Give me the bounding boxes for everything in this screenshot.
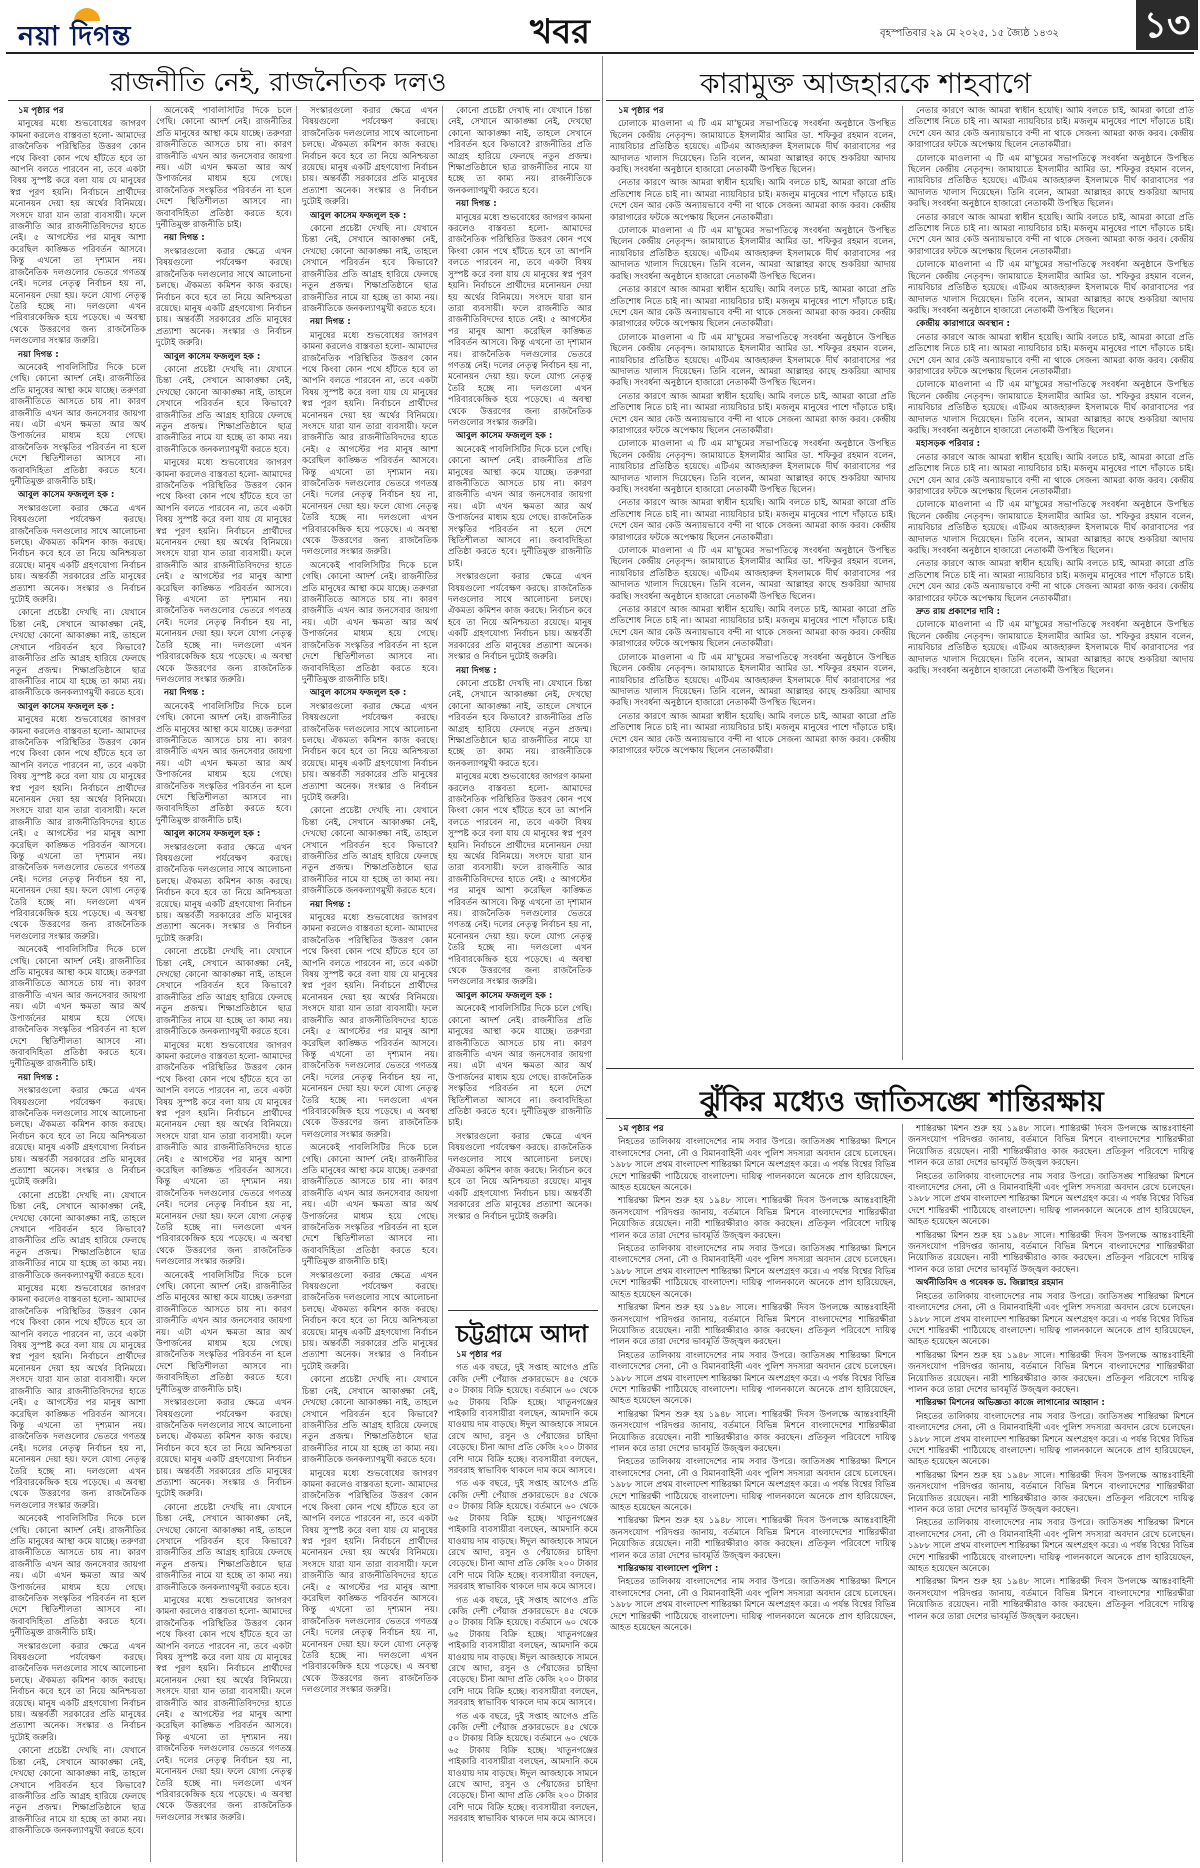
body-text: অনেকেই পাবলিসিটির দিকে চলে গেছি। কোনো আদর্শ নেই। রাজনীতির প্রতি মানুষের আস্থা কমে যাচ্ছে। তরুণরা রাজনীতিতে আসতে চায় না। কারণ রাজনীতি এখন আর জনসেবার জায়গা নয়। এটা এখন ক্ষমতা আর অর্থ উপার্জনের মাধ্যম হয়ে গেছে। রাজনৈতিক সংস্কৃতির পরিবর্তন না হলে দেশে স্থিতিশীলতা আসবে না। জবাবদিহিতা প্রতিষ্ঠা করতে হবে। দুর্নীতিমুক্ত রাজনীতি চাই। <box>156 106 292 231</box>
body-text: ঢোলাকে মাওলানা এ টি এম মা'ছুমের সভাপতিত্বে সংবর্ধনা অনুষ্ঠানে উপস্থিত ছিলেন কেন্দ্রীয় নেতৃবৃন্দ। জামায়াতে ইসলামীর আমির ডা. শফিকুর রহমান বলেন, ন্যায়বিচার প্রতিষ্ঠিত হয়েছে। এটিএম আজহারুল ইসলামকে দীর্ঘ কারাবাসের পর আদালত খালাস দিয়েছেন। তিনি বলেন, আমরা আল্লাহর কাছে শুকরিয়া আদায় করছি। সংবর্ধনা অনুষ্ঠানে হাজারো নেতাকর্মী উপস্থিত ছিলেন। <box>908 380 1194 436</box>
continued-label: ১ম পৃষ্ঠার পর <box>618 1124 664 1134</box>
body-text: অনেকেই পাবলিসিটির দিকে চলে গেছি। কোনো আদর্শ নেই। রাজনীতির প্রতি মানুষের আস্থা কমে যাচ্ছে। তরুণরা রাজনীতিতে আসতে চায় না। কারণ রাজনীতি এখন আর জনসেবার জায়গা নয়। এটা এখন ক্ষমতা আর অর্থ উপার্জনের মাধ্যম হয়ে গেছে। রাজনৈতিক সংস্কৃতির পরিবর্তন না হলে দেশে স্থিতিশীলতা আসবে না। জবাবদিহিতা প্রতিষ্ঠা করতে হবে। দুর্নীতিমুক্ত রাজনীতি চাই। <box>10 1514 146 1639</box>
body-text: নিহতের তালিকায় বাংলাদেশের নাম সবার উপরে। জাতিসঙ্ঘ শান্তিরক্ষা মিশনে বাংলাদেশের সেনা, নৌ ও বিমানবাহিনী এবং পুলিশ সদস্যরা অবদান রেখে চলেছেন। ১৯৮৮ সালে প্রথম বাংলাদেশ শান্তিরক্ষা মিশনে অংশগ্রহণ করে। এ পর্যন্ত বিশ্বের বিভিন্ন দেশে শান্তিরক্ষী পাঠিয়েছে বাংলাদেশ। দায়িত্ব পালনকালে অনেকে প্রাণ হারিয়েছেন, আহত হয়েছেন অনেকে। <box>908 1518 1194 1575</box>
body-text: সংস্কারগুলো করার ক্ষেত্রে এখন বিষয়গুলো পর্যবেক্ষণ করছে। রাজনৈতিক দলগুলোর সাথে আলোচনা চলছে। ঐকমত্য কমিশন কাজ করছে। নির্বাচন কবে হবে তা নিয়ে অনিশ্চয়তা রয়েছে। মানুষ একটি গ্রহণযোগ্য নির্বাচন চায়। অন্তর্বর্তী সরকারের প্রতি মানুষের প্রত্যাশা অনেক। সংস্কার ও নির্বাচন দুটোই জরুরি। <box>156 1398 292 1500</box>
body-text: সংস্কারগুলো করার ক্ষেত্রে এখন বিষয়গুলো পর্যবেক্ষণ করছে। রাজনৈতিক দলগুলোর সাথে আলোচনা চলছে। ঐকমত্য কমিশন কাজ করছে। নির্বাচন কবে হবে তা নিয়ে অনিশ্চয়তা রয়েছে। মানুষ একটি গ্রহণযোগ্য নির্বাচন চায়। অন্তর্বর্তী সরকারের প্রতি মানুষের প্রত্যাশা অনেক। সংস্কার ও নির্বাচন দুটোই জরুরি। <box>302 1270 438 1372</box>
logo-text: নয়া দিগন্ত <box>18 21 132 52</box>
ctg-body <box>448 1350 598 1862</box>
divider <box>8 100 600 101</box>
speaker-label: আবুল কাসেম ফজলুল হক : <box>456 431 553 442</box>
subheading: অর্থনীতিবিদ ও গবেষক ড. জিল্লাহুর রহমান <box>916 1278 1064 1289</box>
body-text: ঢোলাকে মাওলানা এ টি এম মা'ছুমের সভাপতিত্বে সংবর্ধনা অনুষ্ঠানে উপস্থিত ছিলেন কেন্দ্রীয় নেতৃবৃন্দ। জামায়াতে ইসলামীর আমির ডা. শফিকুর রহমান বলেন, ন্যায়বিচার প্রতিষ্ঠিত হয়েছে। এটিএম আজহারুল ইসলামকে দীর্ঘ কারাবাসের পর আদালত খালাস দিয়েছেন। তিনি বলেন, আমরা আল্লাহর কাছে শুকরিয়া আদায় করছি। সংবর্ধনা অনুষ্ঠানে হাজারো নেতাকর্মী উপস্থিত ছিলেন। <box>610 546 896 602</box>
body-text: সংস্কারগুলো করার ক্ষেত্রে এখন বিষয়গুলো পর্যবেক্ষণ করছে। রাজনৈতিক দলগুলোর সাথে আলোচনা চলছে। ঐকমত্য কমিশন কাজ করছে। নির্বাচন কবে হবে তা নিয়ে অনিশ্চয়তা রয়েছে। মানুষ একটি গ্রহণযোগ্য নির্বাচন চায়। অন্তর্বর্তী সরকারের প্রতি মানুষের প্রত্যাশা অনেক। সংস্কার ও নির্বাচন দুটোই জরুরি। <box>302 701 438 803</box>
section-title: খবর <box>530 12 590 52</box>
azhar-column-1 <box>610 106 896 1060</box>
body-text: নিহতের তালিকায় বাংলাদেশের নাম সবার উপরে। জাতিসঙ্ঘ শান্তিরক্ষা মিশনে বাংলাদেশের সেনা, নৌ ও বিমানবাহিনী এবং পুলিশ সদস্যরা অবদান রেখে চলেছেন। ১৯৮৮ সালে প্রথম বাংলাদেশ শান্তিরক্ষা মিশনে অংশগ্রহণ করে। এ পর্যন্ত বিশ্বের বিভিন্ন দেশে শান্তিরক্ষী পাঠিয়েছে বাংলাদেশ। দায়িত্ব পালনকালে অনেকে প্রাণ হারিয়েছেন, আহত হয়েছেন অনেকে। <box>908 1291 1194 1348</box>
body-text: সংস্কারগুলো করার ক্ষেত্রে এখন বিষয়গুলো পর্যবেক্ষণ করছে। রাজনৈতিক দলগুলোর সাথে আলোচনা চলছে। ঐকমত্য কমিশন কাজ করছে। নির্বাচন কবে হবে তা নিয়ে অনিশ্চয়তা রয়েছে। মানুষ একটি গ্রহণযোগ্য নির্বাচন চায়। অন্তর্বর্তী সরকারের প্রতি মানুষের প্রত্যাশা অনেক। সংস্কার ও নির্বাচন দুটোই জরুরি। <box>156 246 292 349</box>
speaker-label: নয়া দিগন্ত : <box>456 199 497 210</box>
subheading: মহাসড়ক পরিবার : <box>916 439 981 450</box>
body-text: মানুষের মধ্যে শুভবোধের জাগরণ কামনা করলেও বাস্তবতা হলো- আমাদের রাজনৈতিক পরিস্থিতির উত্তরণ কোন পথে কিংবা কোন পথে হাঁটতে হবে তা আপনি বলতে পারবেন না, তবে একটা বিষয় সুস্পষ্ট করে বলা যায় যে মানুষের স্বপ্ন পূরণ হয়নি। নির্বাচনে প্রার্থীদের মনোনয়ন দেয়া হয় অর্থের বিনিময়ে। সংসদে যারা যান তারা ব্যবসায়ী। ফলে রাজনীতি আর রাজনীতিবিদদের হাতে নেই। ৫ আগস্টের পর মানুষ আশা করেছিল কাঙ্ক্ষিত পরিবর্তন আসবে। কিন্তু এখনো তা দৃশ্যমান নয়। রাজনৈতিক দলগুলোর ভেতরে গণতন্ত্র নেই। দলের নেতৃত্ব নির্বাচন হয় না, মনোনয়ন দেয়া হয়। ফলে যোগ্য নেতৃত্ব তৈরি হচ্ছে না। দলগুলো এখন পরিবারকেন্দ্রিক হয়ে পড়েছে। এ অবস্থা থেকে উত্তরণের জন্য রাজনৈতিক দলগুলোর সংস্কার জরুরি। <box>302 1468 438 1696</box>
body-text: সংস্কারগুলো করার ক্ষেত্রে এখন বিষয়গুলো পর্যবেক্ষণ করছে। রাজনৈতিক দলগুলোর সাথে আলোচনা চলছে। ঐকমত্য কমিশন কাজ করছে। নির্বাচন কবে হবে তা নিয়ে অনিশ্চয়তা রয়েছে। মানুষ একটি গ্রহণযোগ্য নির্বাচন চায়। অন্তর্বর্তী সরকারের প্রতি মানুষের প্রত্যাশা অনেক। সংস্কার ও নির্বাচন দুটোই জরুরি। <box>302 106 438 208</box>
body-text: কোনো প্রচেষ্টা দেখছি না। যেখানে চিন্তা নেই, সেখানে আকাঙ্ক্ষা নেই, দেখছো কোনো আকাঙ্ক্ষা নাই, তাহলে সেখানে পরিবর্তন হবে কিভাবে? রাজনীতির প্রতি আগ্রহ হারিয়ে ফেলছে নতুন প্রজন্ম। শিক্ষাপ্রতিষ্ঠানে ছাত্র রাজনীতির নামে যা হচ্ছে তা কাম্য নয়। রাজনীতিকে জনকল্যাণমুখী করতে হবে। <box>448 678 592 769</box>
body-text: কোনো প্রচেষ্টা দেখছি না। যেখানে চিন্তা নেই, সেখানে আকাঙ্ক্ষা নেই, দেখছো কোনো আকাঙ্ক্ষা নাই, তাহলে সেখানে পরিবর্তন হবে কিভাবে? রাজনীতির প্রতি আগ্রহ হারিয়ে ফেলছে নতুন প্রজন্ম। শিক্ষাপ্রতিষ্ঠানে ছাত্র রাজনীতির নামে যা হচ্ছে তা কাম্য নয়। রাজনীতিকে জনকল্যাণমুখী করতে হবে। <box>302 806 438 897</box>
body-text: গত এক বছরে, দুই সপ্তাহ আগেও প্রতি কেজি দেশী পেঁয়াজ প্রকারভেদে ৪৫ থেকে ৫০ টাকায় বিক্রি হয়েছে। বর্তমানে ৬০ থেকে ৬৫ টাকায় বিক্রি হচ্ছে। খাতুনগঞ্জের পাইকারি ব্যবসায়ীরা বলছেন, আমদানি কমে যাওয়ায় দাম বাড়ছে। ঈদুল আজহাকে সামনে রেখে আদা, রসুন ও পেঁয়াজের চাহিদা বেড়েছে। চীনা আদা প্রতি কেজি ২০০ টাকার বেশি দামে বিক্রি হচ্ছে। ব্যবসায়ীরা বলছেন, সরবরাহ স্বাভাবিক থাকলে দাম কমে আসবে। <box>448 1363 598 1477</box>
body-text: মানুষের মধ্যে শুভবোধের জাগরণ কামনা করলেও বাস্তবতা হলো- আমাদের রাজনৈতিক পরিস্থিতির উত্তরণ কোন পথে কিংবা কোন পথে হাঁটতে হবে তা আপনি বলতে পারবেন না, তবে একটা বিষয় সুস্পষ্ট করে বলা যায় যে মানুষের স্বপ্ন পূরণ হয়নি। নির্বাচনে প্রার্থীদের মনোনয়ন দেয়া হয় অর্থের বিনিময়ে। সংসদে যারা যান তারা ব্যবসায়ী। ফলে রাজনীতি আর রাজনীতিবিদদের হাতে নেই। ৫ আগস্টের পর মানুষ আশা করেছিল কাঙ্ক্ষিত পরিবর্তন আসবে। কিন্তু এখনো তা দৃশ্যমান নয়। রাজনৈতিক দলগুলোর ভেতরে গণতন্ত্র নেই। দলের নেতৃত্ব নির্বাচন হয় না, মনোনয়ন দেয়া হয়। ফলে যোগ্য নেতৃত্ব তৈরি হচ্ছে না। দলগুলো এখন পরিবারকেন্দ্রিক হয়ে পড়েছে। এ অবস্থা থেকে উত্তরণের জন্য রাজনৈতিক দলগুলোর সংস্কার জরুরি। <box>156 1040 292 1268</box>
body-text: নেতার কারণে আজ আমরা স্বাধীন হয়েছি। আমি বলতে চাই, আমরা কারো প্রতি প্রতিশোধ নিতে চাই না। আমরা ন্যায়বিচার চাই। মজলুম মানুষের পাশে দাঁড়াতে চাই। দেশে যেন আর কেউ অন্যায়ভাবে বন্দী না থাকে সেজন্য আমরা কাজ করব। কেন্দ্রীয় কারাগারের ফটকে অপেক্ষায় ছিলেন নেতাকর্মীরা। <box>610 178 896 223</box>
date-line: বৃহস্পতিবার ২৯ মে ২০২৫, ১৫ জ্যৈষ্ঠ ১৪৩২ <box>880 28 1059 39</box>
continued-label: ১ম পৃষ্ঠার পর <box>618 106 664 116</box>
body-text: সংস্কারগুলো করার ক্ষেত্রে এখন বিষয়গুলো পর্যবেক্ষণ করছে। রাজনৈতিক দলগুলোর সাথে আলোচনা চলছে। ঐকমত্য কমিশন কাজ করছে। নির্বাচন কবে হবে তা নিয়ে অনিশ্চয়তা রয়েছে। মানুষ একটি গ্রহণযোগ্য নির্বাচন চায়। অন্তর্বর্তী সরকারের প্রতি মানুষের প্রত্যাশা অনেক। সংস্কার ও নির্বাচন দুটোই জরুরি। <box>448 572 592 663</box>
body-text: মানুষের মধ্যে শুভবোধের জাগরণ কামনা করলেও বাস্তবতা হলো- আমাদের রাজনৈতিক পরিস্থিতির উত্তরণ কোন পথে কিংবা কোন পথে হাঁটতে হবে তা আপনি বলতে পারবেন না, তবে একটা বিষয় সুস্পষ্ট করে বলা যায় যে মানুষের স্বপ্ন পূরণ হয়নি। নির্বাচনে প্রার্থীদের মনোনয়ন দেয়া হয় অর্থের বিনিময়ে। সংসদে যারা যান তারা ব্যবসায়ী। ফলে রাজনীতি আর রাজনীতিবিদদের হাতে নেই। ৫ আগস্টের পর মানুষ আশা করেছিল কাঙ্ক্ষিত পরিবর্তন আসবে। কিন্তু এখনো তা দৃশ্যমান নয়। রাজনৈতিক দলগুলোর ভেতরে গণতন্ত্র নেই। দলের নেতৃত্ব নির্বাচন হয় না, মনোনয়ন দেয়া হয়। ফলে যোগ্য নেতৃত্ব তৈরি হচ্ছে না। দলগুলো এখন পরিবারকেন্দ্রিক হয়ে পড়েছে। এ অবস্থা থেকে উত্তরণের জন্য রাজনৈতিক দলগুলোর সংস্কার জরুরি। <box>156 1596 292 1823</box>
continued-label: ১ম পৃষ্ঠার পর <box>456 1350 502 1360</box>
body-text: নিহতের তালিকায় বাংলাদেশের নাম সবার উপরে। জাতিসঙ্ঘ শান্তিরক্ষা মিশনে বাংলাদেশের সেনা, নৌ ও বিমানবাহিনী এবং পুলিশ সদস্যরা অবদান রেখে চলেছেন। ১৯৮৮ সালে প্রথম বাংলাদেশ শান্তিরক্ষা মিশনে অংশগ্রহণ করে। এ পর্যন্ত বিশ্বের বিভিন্ন দেশে শান্তিরক্ষী পাঠিয়েছে বাংলাদেশ। দায়িত্ব পালনকালে অনেকে প্রাণ হারিয়েছেন, আহত হয়েছেন অনেকে। <box>610 1137 896 1194</box>
body-text: মানুষের মধ্যে শুভবোধের জাগরণ কামনা করলেও বাস্তবতা হলো- আমাদের রাজনৈতিক পরিস্থিতির উত্তরণ কোন পথে কিংবা কোন পথে হাঁটতে হবে তা আপনি বলতে পারবেন না, তবে একটা বিষয় সুস্পষ্ট করে বলা যায় যে মানুষের স্বপ্ন পূরণ হয়নি। নির্বাচনে প্রার্থীদের মনোনয়ন দেয়া হয় অর্থের বিনিময়ে। সংসদে যারা যান তারা ব্যবসায়ী। ফলে রাজনীতি আর রাজনীতিবিদদের হাতে নেই। ৫ আগস্টের পর মানুষ আশা করেছিল কাঙ্ক্ষিত পরিবর্তন আসবে। কিন্তু এখনো তা দৃশ্যমান নয়। রাজনৈতিক দলগুলোর ভেতরে গণতন্ত্র নেই। দলের নেতৃত্ব নির্বাচন হয় না, মনোনয়ন দেয়া হয়। ফলে যোগ্য নেতৃত্ব তৈরি হচ্ছে না। দলগুলো এখন পরিবারকেন্দ্রিক হয়ে পড়েছে। এ অবস্থা থেকে উত্তরণের জন্য রাজনৈতিক দলগুলোর সংস্কার জরুরি। <box>302 330 438 558</box>
body-text: গত এক বছরে, দুই সপ্তাহ আগেও প্রতি কেজি দেশী পেঁয়াজ প্রকারভেদে ৪৫ থেকে ৫০ টাকায় বিক্রি হয়েছে। বর্তমানে ৬০ থেকে ৬৫ টাকায় বিক্রি হচ্ছে। খাতুনগঞ্জের পাইকারি ব্যবসায়ীরা বলছেন, আমদানি কমে যাওয়ায় দাম বাড়ছে। ঈদুল আজহাকে সামনে রেখে আদা, রসুন ও পেঁয়াজের চাহিদা বেড়েছে। চীনা আদা প্রতি কেজি ২০০ টাকার বেশি দামে বিক্রি হচ্ছে। ব্যবসায়ীরা বলছেন, সরবরাহ স্বাভাবিক থাকলে দাম কমে আসবে। <box>448 1711 598 1825</box>
speaker-label: নয়া দিগন্ত : <box>18 1072 59 1083</box>
body-text: মানুষের মধ্যে শুভবোধের জাগরণ কামনা করলেও বাস্তবতা হলো- আমাদের রাজনৈতিক পরিস্থিতির উত্তরণ কোন পথে কিংবা কোন পথে হাঁটতে হবে তা আপনি বলতে পারবেন না, তবে একটা বিষয় সুস্পষ্ট করে বলা যায় যে মানুষের স্বপ্ন পূরণ হয়নি। নির্বাচনে প্রার্থীদের মনোনয়ন দেয়া হয় অর্থের বিনিময়ে। সংসদে যারা যান তারা ব্যবসায়ী। ফলে রাজনীতি আর রাজনীতিবিদদের হাতে নেই। ৫ আগস্টের পর মানুষ আশা করেছিল কাঙ্ক্ষিত পরিবর্তন আসবে। কিন্তু এখনো তা দৃশ্যমান নয়। রাজনৈতিক দলগুলোর ভেতরে গণতন্ত্র নেই। দলের নেতৃত্ব নির্বাচন হয় না, মনোনয়ন দেয়া হয়। ফলে যোগ্য নেতৃত্ব তৈরি হচ্ছে না। দলগুলো এখন পরিবারকেন্দ্রিক হয়ে পড়েছে। এ অবস্থা থেকে উত্তরণের জন্য রাজনৈতিক দলগুলোর সংস্কার জরুরি। <box>448 212 592 428</box>
body-text: কোনো প্রচেষ্টা দেখছি না। যেখানে চিন্তা নেই, সেখানে আকাঙ্ক্ষা নেই, দেখছো কোনো আকাঙ্ক্ষা নাই, তাহলে সেখানে পরিবর্তন হবে কিভাবে? রাজনীতির প্রতি আগ্রহ হারিয়ে ফেলছে নতুন প্রজন্ম। শিক্ষাপ্রতিষ্ঠানে ছাত্র রাজনীতির নামে যা হচ্ছে তা কাম্য নয়। রাজনীতিকে জনকল্যাণমুখী করতে হবে। <box>10 608 146 699</box>
azhar-headline[interactable]: কারামুক্ত আজহারকে শাহবাগে <box>700 67 1032 100</box>
peacekeeping-column-1 <box>610 1124 896 1862</box>
body-text: নেতার কারণে আজ আমরা স্বাধীন হয়েছি। আমি বলতে চাই, আমরা কারো প্রতি প্রতিশোধ নিতে চাই না। আমরা ন্যায়বিচার চাই। মজলুম মানুষের পাশে দাঁড়াতে চাই। দেশে যেন আর কেউ অন্যায়ভাবে বন্দী না থাকে সেজন্য আমরা কাজ করব। কেন্দ্রীয় কারাগারের ফটকে অপেক্ষায় ছিলেন নেতাকর্মীরা। <box>610 605 896 650</box>
body-text: ঢোলাকে মাওলানা এ টি এম মা'ছুমের সভাপতিত্বে সংবর্ধনা অনুষ্ঠানে উপস্থিত ছিলেন কেন্দ্রীয় নেতৃবৃন্দ। জামায়াতে ইসলামীর আমির ডা. শফিকুর রহমান বলেন, ন্যায়বিচার প্রতিষ্ঠিত হয়েছে। এটিএম আজহারুল ইসলামকে দীর্ঘ কারাবাসের পর আদালত খালাস দিয়েছেন। তিনি বলেন, আমরা আল্লাহর কাছে শুকরিয়া আদায় করছি। সংবর্ধনা অনুষ্ঠানে হাজারো নেতাকর্মী উপস্থিত ছিলেন। <box>610 119 896 176</box>
body-text: কোনো প্রচেষ্টা দেখছি না। যেখানে চিন্তা নেই, সেখানে আকাঙ্ক্ষা নেই, দেখছো কোনো আকাঙ্ক্ষা নাই, তাহলে সেখানে পরিবর্তন হবে কিভাবে? রাজনীতির প্রতি আগ্রহ হারিয়ে ফেলছে নতুন প্রজন্ম। শিক্ষাপ্রতিষ্ঠানে ছাত্র রাজনীতির নামে যা হচ্ছে তা কাম্য নয়। রাজনীতিকে জনকল্যাণমুখী করতে হবে। <box>156 947 292 1038</box>
subheading: শান্তিরক্ষা মিশনের অভিজ্ঞতা কাজে লাগানোর আহ্বান : <box>916 1398 1105 1409</box>
body-text: মানুষের মধ্যে শুভবোধের জাগরণ কামনা করলেও বাস্তবতা হলো- আমাদের রাজনৈতিক পরিস্থিতির উত্তরণ কোন পথে কিংবা কোন পথে হাঁটতে হবে তা আপনি বলতে পারবেন না, তবে একটা বিষয় সুস্পষ্ট করে বলা যায় যে মানুষের স্বপ্ন পূরণ হয়নি। নির্বাচনে প্রার্থীদের মনোনয়ন দেয়া হয় অর্থের বিনিময়ে। সংসদে যারা যান তারা ব্যবসায়ী। ফলে রাজনীতি আর রাজনীতিবিদদের হাতে নেই। ৫ আগস্টের পর মানুষ আশা করেছিল কাঙ্ক্ষিত পরিবর্তন আসবে। কিন্তু এখনো তা দৃশ্যমান নয়। রাজনৈতিক দলগুলোর ভেতরে গণতন্ত্র নেই। দলের নেতৃত্ব নির্বাচন হয় না, মনোনয়ন দেয়া হয়। ফলে যোগ্য নেতৃত্ব তৈরি হচ্ছে না। দলগুলো এখন পরিবারকেন্দ্রিক হয়ে পড়েছে। এ অবস্থা থেকে উত্তরণের জন্য রাজনৈতিক দলগুলোর সংস্কার জরুরি। <box>10 119 146 347</box>
subheading: কেন্দ্রীয় কারাগারে অবস্থান : <box>916 319 1010 330</box>
body-text: মানুষের মধ্যে শুভবোধের জাগরণ কামনা করলেও বাস্তবতা হলো- আমাদের রাজনৈতিক পরিস্থিতির উত্তরণ কোন পথে কিংবা কোন পথে হাঁটতে হবে তা আপনি বলতে পারবেন না, তবে একটা বিষয় সুস্পষ্ট করে বলা যায় যে মানুষের স্বপ্ন পূরণ হয়নি। নির্বাচনে প্রার্থীদের মনোনয়ন দেয়া হয় অর্থের বিনিময়ে। সংসদে যারা যান তারা ব্যবসায়ী। ফলে রাজনীতি আর রাজনীতিবিদদের হাতে নেই। ৫ আগস্টের পর মানুষ আশা করেছিল কাঙ্ক্ষিত পরিবর্তন আসবে। কিন্তু এখনো তা দৃশ্যমান নয়। রাজনৈতিক দলগুলোর ভেতরে গণতন্ত্র নেই। দলের নেতৃত্ব নির্বাচন হয় না, মনোনয়ন দেয়া হয়। ফলে যোগ্য নেতৃত্ব তৈরি হচ্ছে না। দলগুলো এখন পরিবারকেন্দ্রিক হয়ে পড়েছে। এ অবস্থা থেকে উত্তরণের জন্য রাজনৈতিক দলগুলোর সংস্কার জরুরি। <box>302 913 438 1140</box>
body-text: নেতার কারণে আজ আমরা স্বাধীন হয়েছি। আমি বলতে চাই, আমরা কারো প্রতি প্রতিশোধ নিতে চাই না। আমরা ন্যায়বিচার চাই। মজলুম মানুষের পাশে দাঁড়াতে চাই। দেশে যেন আর কেউ অন্যায়ভাবে বন্দী না থাকে সেজন্য আমরা কাজ করব। কেন্দ্রীয় কারাগারের ফটকে অপেক্ষায় ছিলেন নেতাকর্মীরা। <box>908 452 1194 497</box>
body-text: কোনো প্রচেষ্টা দেখছি না। যেখানে চিন্তা নেই, সেখানে আকাঙ্ক্ষা নেই, দেখছো কোনো আকাঙ্ক্ষা নাই, তাহলে সেখানে পরিবর্তন হবে কিভাবে? রাজনীতির প্রতি আগ্রহ হারিয়ে ফেলছে নতুন প্রজন্ম। শিক্ষাপ্রতিষ্ঠানে ছাত্র রাজনীতির নামে যা হচ্ছে তা কাম্য নয়। রাজনীতিকে জনকল্যাণমুখী করতে হবে। <box>302 224 438 314</box>
body-text: নিহতের তালিকায় বাংলাদেশের নাম সবার উপরে। জাতিসঙ্ঘ শান্তিরক্ষা মিশনে বাংলাদেশের সেনা, নৌ ও বিমানবাহিনী এবং পুলিশ সদস্যরা অবদান রেখে চলেছেন। ১৯৮৮ সালে প্রথম বাংলাদেশ শান্তিরক্ষা মিশনে অংশগ্রহণ করে। এ পর্যন্ত বিশ্বের বিভিন্ন দেশে শান্তিরক্ষী পাঠিয়েছে বাংলাদেশ। দায়িত্ব পালনকালে অনেকে প্রাণ হারিয়েছেন, আহত হয়েছেন অনেকে। <box>610 1350 896 1407</box>
speaker-label: নয়া দিগন্ত : <box>310 899 351 910</box>
continued-label: ১ম পৃষ্ঠার পর <box>18 106 64 116</box>
peacekeeping-headline[interactable]: ঝুঁকির মধ্যেও জাতিসঙ্ঘে শান্তিরক্ষায় <box>700 1085 1104 1118</box>
body-text: ঢোলাকে মাওলানা এ টি এম মা'ছুমের সভাপতিত্বে সংবর্ধনা অনুষ্ঠানে উপস্থিত ছিলেন কেন্দ্রীয় নেতৃবৃন্দ। জামায়াতে ইসলামীর আমির ডা. শফিকুর রহমান বলেন, ন্যায়বিচার প্রতিষ্ঠিত হয়েছে। এটিএম আজহারুল ইসলামকে দীর্ঘ কারাবাসের পর আদালত খালাস দিয়েছেন। তিনি বলেন, আমরা আল্লাহর কাছে শুকরিয়া আদায় করছি। সংবর্ধনা অনুষ্ঠানে হাজারো নেতাকর্মী উপস্থিত ছিলেন। <box>610 226 896 282</box>
body-text: গত এক বছরে, দুই সপ্তাহ আগেও প্রতি কেজি দেশী পেঁয়াজ প্রকারভেদে ৪৫ থেকে ৫০ টাকায় বিক্রি হয়েছে। বর্তমানে ৬০ থেকে ৬৫ টাকায় বিক্রি হচ্ছে। খাতুনগঞ্জের পাইকারি ব্যবসায়ীরা বলছেন, আমদানি কমে যাওয়ায় দাম বাড়ছে। ঈদুল আজহাকে সামনে রেখে আদা, রসুন ও পেঁয়াজের চাহিদা বেড়েছে। চীনা আদা প্রতি কেজি ২০০ টাকার বেশি দামে বিক্রি হচ্ছে। ব্যবসায়ীরা বলছেন, সরবরাহ স্বাভাবিক থাকলে দাম কমে আসবে। <box>448 1479 598 1593</box>
body-text: অনেকেই পাবলিসিটির দিকে চলে গেছি। কোনো আদর্শ নেই। রাজনীতির প্রতি মানুষের আস্থা কমে যাচ্ছে। তরুণরা রাজনীতিতে আসতে চায় না। কারণ রাজনীতি এখন আর জনসেবার জায়গা নয়। এটা এখন ক্ষমতা আর অর্থ উপার্জনের মাধ্যম হয়ে গেছে। রাজনৈতিক সংস্কৃতির পরিবর্তন না হলে দেশে স্থিতিশীলতা আসবে না। জবাবদিহিতা প্রতিষ্ঠা করতে হবে। দুর্নীতিমুক্ত রাজনীতি চাই। <box>302 560 438 685</box>
body-text: শান্তিরক্ষা মিশন শুরু হয় ১৯৪৮ সালে। শান্তিরক্ষী দিবস উপলক্ষে আন্তঃবাহিনী জনসংযোগ পরিদপ্তর জানায়, বর্তমানে বিভিন্ন মিশনে বাংলাদেশের শান্তিরক্ষীরা নিয়োজিত রয়েছেন। নারী শান্তিরক্ষীরাও কাজ করছেন। প্রতিকূল পরিবেশে দায়িত্ব পালন করে তারা দেশের ভাবমূর্তি উজ্জ্বল করছেন। <box>610 1196 896 1241</box>
body-text: নিহতের তালিকায় বাংলাদেশের নাম সবার উপরে। জাতিসঙ্ঘ শান্তিরক্ষা মিশনে বাংলাদেশের সেনা, নৌ ও বিমানবাহিনী এবং পুলিশ সদস্যরা অবদান রেখে চলেছেন। ১৯৮৮ সালে প্রথম বাংলাদেশ শান্তিরক্ষা মিশনে অংশগ্রহণ করে। এ পর্যন্ত বিশ্বের বিভিন্ন দেশে শান্তিরক্ষী পাঠিয়েছে বাংলাদেশ। দায়িত্ব পালনকালে অনেকে প্রাণ হারিয়েছেন, আহত হয়েছেন অনেকে। <box>908 1411 1194 1468</box>
body-text: সংস্কারগুলো করার ক্ষেত্রে এখন বিষয়গুলো পর্যবেক্ষণ করছে। রাজনৈতিক দলগুলোর সাথে আলোচনা চলছে। ঐকমত্য কমিশন কাজ করছে। নির্বাচন কবে হবে তা নিয়ে অনিশ্চয়তা রয়েছে। মানুষ একটি গ্রহণযোগ্য নির্বাচন চায়। অন্তর্বর্তী সরকারের প্রতি মানুষের প্রত্যাশা অনেক। সংস্কার ও নির্বাচন দুটোই জরুরি। <box>10 503 146 606</box>
column-rule <box>902 1124 903 1862</box>
body-text: ঢোলাকে মাওলানা এ টি এম মা'ছুমের সভাপতিত্বে সংবর্ধনা অনুষ্ঠানে উপস্থিত ছিলেন কেন্দ্রীয় নেতৃবৃন্দ। জামায়াতে ইসলামীর আমির ডা. শফিকুর রহমান বলেন, ন্যায়বিচার প্রতিষ্ঠিত হয়েছে। এটিএম আজহারুল ইসলামকে দীর্ঘ কারাবাসের পর আদালত খালাস দিয়েছেন। তিনি বলেন, আমরা আল্লাহর কাছে শুকরিয়া আদায় করছি। সংবর্ধনা অনুষ্ঠানে হাজারো নেতাকর্মী উপস্থিত ছিলেন। <box>908 153 1194 210</box>
body-text: নিহতের তালিকায় বাংলাদেশের নাম সবার উপরে। জাতিসঙ্ঘ শান্তিরক্ষা মিশনে বাংলাদেশের সেনা, নৌ ও বিমানবাহিনী এবং পুলিশ সদস্যরা অবদান রেখে চলেছেন। ১৯৮৮ সালে প্রথম বাংলাদেশ শান্তিরক্ষা মিশনে অংশগ্রহণ করে। এ পর্যন্ত বিশ্বের বিভিন্ন দেশে শান্তিরক্ষী পাঠিয়েছে বাংলাদেশ। দায়িত্ব পালনকালে অনেকে প্রাণ হারিয়েছেন, আহত হয়েছেন অনেকে। <box>908 1171 1194 1228</box>
divider <box>448 1310 598 1311</box>
body-text: ঢোলাকে মাওলানা এ টি এম মা'ছুমের সভাপতিত্বে সংবর্ধনা অনুষ্ঠানে উপস্থিত ছিলেন কেন্দ্রীয় নেতৃবৃন্দ। জামায়াতে ইসলামীর আমির ডা. শফিকুর রহমান বলেন, ন্যায়বিচার প্রতিষ্ঠিত হয়েছে। এটিএম আজহারুল ইসলামকে দীর্ঘ কারাবাসের পর আদালত খালাস দিয়েছেন। তিনি বলেন, আমরা আল্লাহর কাছে শুকরিয়া আদায় করছি। সংবর্ধনা অনুষ্ঠানে হাজারো নেতাকর্মী উপস্থিত ছিলেন। <box>908 260 1194 316</box>
body-text: নেতার কারণে আজ আমরা স্বাধীন হয়েছি। আমি বলতে চাই, আমরা কারো প্রতি প্রতিশোধ নিতে চাই না। আমরা ন্যায়বিচার চাই। মজলুম মানুষের পাশে দাঁড়াতে চাই। দেশে যেন আর কেউ অন্যায়ভাবে বন্দী না থাকে সেজন্য আমরা কাজ করব। কেন্দ্রীয় কারাগারের ফটকে অপেক্ষায় ছিলেন নেতাকর্মীরা। <box>610 498 896 543</box>
speaker-label: আবুল কাসেম ফজলুল হক : <box>310 210 407 221</box>
speaker-label: নয়া দিগন্ত : <box>310 317 351 328</box>
body-text: শান্তিরক্ষা মিশন শুরু হয় ১৯৪৮ সালে। শান্তিরক্ষী দিবস উপলক্ষে আন্তঃবাহিনী জনসংযোগ পরিদপ্তর জানায়, বর্তমানে বিভিন্ন মিশনে বাংলাদেশের শান্তিরক্ষীরা নিয়োজিত রয়েছেন। নারী শান্তিরক্ষীরাও কাজ করছেন। প্রতিকূল পরিবেশে দায়িত্ব পালন করে তারা দেশের ভাবমূর্তি উজ্জ্বল করছেন। <box>908 1470 1194 1515</box>
body-text: শান্তিরক্ষা মিশন শুরু হয় ১৯৪৮ সালে। শান্তিরক্ষী দিবস উপলক্ষে আন্তঃবাহিনী জনসংযোগ পরিদপ্তর জানায়, বর্তমানে বিভিন্ন মিশনে বাংলাদেশের শান্তিরক্ষীরা নিয়োজিত রয়েছেন। নারী শান্তিরক্ষীরাও কাজ করছেন। প্রতিকূল পরিবেশে দায়িত্ব পালন করে তারা দেশের ভাবমূর্তি উজ্জ্বল করছেন। <box>610 1516 896 1561</box>
ctg-headline[interactable]: চট্টগ্রামে আদা <box>456 1319 588 1348</box>
peacekeeping-column-2 <box>908 1124 1194 1862</box>
divider <box>606 1068 1194 1069</box>
body-text: অনেকেই পাবলিসিটির দিকে চলে গেছি। কোনো আদর্শ নেই। রাজনীতির প্রতি মানুষের আস্থা কমে যাচ্ছে। তরুণরা রাজনীতিতে আসতে চায় না। কারণ রাজনীতি এখন আর জনসেবার জায়গা নয়। এটা এখন ক্ষমতা আর অর্থ উপার্জনের মাধ্যম হয়ে গেছে। রাজনৈতিক সংস্কৃতির পরিবর্তন না হলে দেশে স্থিতিশীলতা আসবে না। জবাবদিহিতা প্রতিষ্ঠা করতে হবে। দুর্নীতিমুক্ত রাজনীতি চাই। <box>10 362 146 487</box>
speaker-label: আবুল কাসেম ফজলুল হক : <box>456 990 553 1001</box>
body-text: অনেকেই পাবলিসিটির দিকে চলে গেছি। কোনো আদর্শ নেই। রাজনীতির প্রতি মানুষের আস্থা কমে যাচ্ছে। তরুণরা রাজনীতিতে আসতে চায় না। কারণ রাজনীতি এখন আর জনসেবার জায়গা নয়। এটা এখন ক্ষমতা আর অর্থ উপার্জনের মাধ্যম হয়ে গেছে। রাজনৈতিক সংস্কৃতির পরিবর্তন না হলে দেশে স্থিতিশীলতা আসবে না। জবাবদিহিতা প্রতিষ্ঠা করতে হবে। দুর্নীতিমুক্ত রাজনীতি চাই। <box>10 945 146 1070</box>
body-text: মানুষের মধ্যে শুভবোধের জাগরণ কামনা করলেও বাস্তবতা হলো- আমাদের রাজনৈতিক পরিস্থিতির উত্তরণ কোন পথে কিংবা কোন পথে হাঁটতে হবে তা আপনি বলতে পারবেন না, তবে একটা বিষয় সুস্পষ্ট করে বলা যায় যে মানুষের স্বপ্ন পূরণ হয়নি। নির্বাচনে প্রার্থীদের মনোনয়ন দেয়া হয় অর্থের বিনিময়ে। সংসদে যারা যান তারা ব্যবসায়ী। ফলে রাজনীতি আর রাজনীতিবিদদের হাতে নেই। ৫ আগস্টের পর মানুষ আশা করেছিল কাঙ্ক্ষিত পরিবর্তন আসবে। কিন্তু এখনো তা দৃশ্যমান নয়। রাজনৈতিক দলগুলোর ভেতরে গণতন্ত্র নেই। দলের নেতৃত্ব নির্বাচন হয় না, মনোনয়ন দেয়া হয়। ফলে যোগ্য নেতৃত্ব তৈরি হচ্ছে না। দলগুলো এখন পরিবারকেন্দ্রিক হয়ে পড়েছে। এ অবস্থা থেকে উত্তরণের জন্য রাজনৈতিক দলগুলোর সংস্কার জরুরি। <box>10 1284 146 1511</box>
column-rule <box>902 106 903 1060</box>
body-text: মানুষের মধ্যে শুভবোধের জাগরণ কামনা করলেও বাস্তবতা হলো- আমাদের রাজনৈতিক পরিস্থিতির উত্তরণ কোন পথে কিংবা কোন পথে হাঁটতে হবে তা আপনি বলতে পারবেন না, তবে একটা বিষয় সুস্পষ্ট করে বলা যায় যে মানুষের স্বপ্ন পূরণ হয়নি। নির্বাচনে প্রার্থীদের মনোনয়ন দেয়া হয় অর্থের বিনিময়ে। সংসদে যারা যান তারা ব্যবসায়ী। ফলে রাজনীতি আর রাজনীতিবিদদের হাতে নেই। ৫ আগস্টের পর মানুষ আশা করেছিল কাঙ্ক্ষিত পরিবর্তন আসবে। কিন্তু এখনো তা দৃশ্যমান নয়। রাজনৈতিক দলগুলোর ভেতরে গণতন্ত্র নেই। দলের নেতৃত্ব নির্বাচন হয় না, মনোনয়ন দেয়া হয়। ফলে যোগ্য নেতৃত্ব তৈরি হচ্ছে না। দলগুলো এখন পরিবারকেন্দ্রিক হয়ে পড়েছে। এ অবস্থা থেকে উত্তরণের জন্য রাজনৈতিক দলগুলোর সংস্কার জরুরি। <box>10 715 146 942</box>
body-text: সংস্কারগুলো করার ক্ষেত্রে এখন বিষয়গুলো পর্যবেক্ষণ করছে। রাজনৈতিক দলগুলোর সাথে আলোচনা চলছে। ঐকমত্য কমিশন কাজ করছে। নির্বাচন কবে হবে তা নিয়ে অনিশ্চয়তা রয়েছে। মানুষ একটি গ্রহণযোগ্য নির্বাচন চায়। অন্তর্বর্তী সরকারের প্রতি মানুষের প্রত্যাশা অনেক। সংস্কার ও নির্বাচন দুটোই জরুরি। <box>10 1086 146 1188</box>
politics-column-2 <box>156 106 292 1862</box>
body-text: অনেকেই পাবলিসিটির দিকে চলে গেছি। কোনো আদর্শ নেই। রাজনীতির প্রতি মানুষের আস্থা কমে যাচ্ছে। তরুণরা রাজনীতিতে আসতে চায় না। কারণ রাজনীতি এখন আর জনসেবার জায়গা নয়। এটা এখন ক্ষমতা আর অর্থ উপার্জনের মাধ্যম হয়ে গেছে। রাজনৈতিক সংস্কৃতির পরিবর্তন না হলে দেশে স্থিতিশীলতা আসবে না। জবাবদিহিতা প্রতিষ্ঠা করতে হবে। দুর্নীতিমুক্ত রাজনীতি চাই। <box>156 701 292 826</box>
column-rule <box>442 106 443 1862</box>
politics-column-1 <box>10 106 146 1862</box>
body-text: সংস্কারগুলো করার ক্ষেত্রে এখন বিষয়গুলো পর্যবেক্ষণ করছে। রাজনৈতিক দলগুলোর সাথে আলোচনা চলছে। ঐকমত্য কমিশন কাজ করছে। নির্বাচন কবে হবে তা নিয়ে অনিশ্চয়তা রয়েছে। মানুষ একটি গ্রহণযোগ্য নির্বাচন চায়। অন্তর্বর্তী সরকারের প্রতি মানুষের প্রত্যাশা অনেক। সংস্কার ও নির্বাচন দুটোই জরুরি। <box>10 1641 146 1743</box>
body-text: সংস্কারগুলো করার ক্ষেত্রে এখন বিষয়গুলো পর্যবেক্ষণ করছে। রাজনৈতিক দলগুলোর সাথে আলোচনা চলছে। ঐকমত্য কমিশন কাজ করছে। নির্বাচন কবে হবে তা নিয়ে অনিশ্চয়তা রয়েছে। মানুষ একটি গ্রহণযোগ্য নির্বাচন চায়। অন্তর্বর্তী সরকারের প্রতি মানুষের প্রত্যাশা অনেক। সংস্কার ও নির্বাচন দুটোই জরুরি। <box>156 842 292 944</box>
body-text: শান্তিরক্ষা মিশন শুরু হয় ১৯৪৮ সালে। শান্তিরক্ষী দিবস উপলক্ষে আন্তঃবাহিনী জনসংযোগ পরিদপ্তর জানায়, বর্তমানে বিভিন্ন মিশনে বাংলাদেশের শান্তিরক্ষীরা নিয়োজিত রয়েছেন। নারী শান্তিরক্ষীরাও কাজ করছেন। প্রতিকূল পরিবেশে দায়িত্ব পালন করে তারা দেশের ভাবমূর্তি উজ্জ্বল করছেন। <box>908 1230 1194 1275</box>
body-text: নেতার কারণে আজ আমরা স্বাধীন হয়েছি। আমি বলতে চাই, আমরা কারো প্রতি প্রতিশোধ নিতে চাই না। আমরা ন্যায়বিচার চাই। মজলুম মানুষের পাশে দাঁড়াতে চাই। দেশে যেন আর কেউ অন্যায়ভাবে বন্দী না থাকে সেজন্য আমরা কাজ করব। কেন্দ্রীয় কারাগারের ফটকে অপেক্ষায় ছিলেন নেতাকর্মীরা। <box>908 106 1194 151</box>
body-text: কোনো প্রচেষ্টা দেখছি না। যেখানে চিন্তা নেই, সেখানে আকাঙ্ক্ষা নেই, দেখছো কোনো আকাঙ্ক্ষা নাই, তাহলে সেখানে পরিবর্তন হবে কিভাবে? রাজনীতির প্রতি আগ্রহ হারিয়ে ফেলছে নতুন প্রজন্ম। শিক্ষাপ্রতিষ্ঠানে ছাত্র রাজনীতির নামে যা হচ্ছে তা কাম্য নয়। রাজনীতিকে জনকল্যাণমুখী করতে হবে। <box>302 1375 438 1466</box>
body-text: অনেকেই পাবলিসিটির দিকে চলে গেছি। কোনো আদর্শ নেই। রাজনীতির প্রতি মানুষের আস্থা কমে যাচ্ছে। তরুণরা রাজনীতিতে আসতে চায় না। কারণ রাজনীতি এখন আর জনসেবার জায়গা নয়। এটা এখন ক্ষমতা আর অর্থ উপার্জনের মাধ্যম হয়ে গেছে। রাজনৈতিক সংস্কৃতির পরিবর্তন না হলে দেশে স্থিতিশীলতা আসবে না। জবাবদিহিতা প্রতিষ্ঠা করতে হবে। দুর্নীতিমুক্ত রাজনীতি চাই। <box>302 1143 438 1268</box>
speaker-label: নয়া দিগন্ত : <box>164 688 205 699</box>
body-text: নিহতের তালিকায় বাংলাদেশের নাম সবার উপরে। জাতিসঙ্ঘ শান্তিরক্ষা মিশনে বাংলাদেশের সেনা, নৌ ও বিমানবাহিনী এবং পুলিশ সদস্যরা অবদান রেখে চলেছেন। ১৯৮৮ সালে প্রথম বাংলাদেশ শান্তিরক্ষা মিশনে অংশগ্রহণ করে। এ পর্যন্ত বিশ্বের বিভিন্ন দেশে শান্তিরক্ষী পাঠিয়েছে বাংলাদেশ। দায়িত্ব পালনকালে অনেকে প্রাণ হারিয়েছেন, আহত হয়েছেন অনেকে। <box>610 1457 896 1513</box>
body-text: ঢোলাকে মাওলানা এ টি এম মা'ছুমের সভাপতিত্বে সংবর্ধনা অনুষ্ঠানে উপস্থিত ছিলেন কেন্দ্রীয় নেতৃবৃন্দ। জামায়াতে ইসলামীর আমির ডা. শফিকুর রহমান বলেন, ন্যায়বিচার প্রতিষ্ঠিত হয়েছে। এটিএম আজহারুল ইসলামকে দীর্ঘ কারাবাসের পর আদালত খালাস দিয়েছেন। তিনি বলেন, আমরা আল্লাহর কাছে শুকরিয়া আদায় করছি। সংবর্ধনা অনুষ্ঠানে হাজারো নেতাকর্মী উপস্থিত ছিলেন। <box>908 620 1194 677</box>
divider <box>606 100 1194 101</box>
column-rule <box>150 106 151 1862</box>
body-text: অনেকেই পাবলিসিটির দিকে চলে গেছি। কোনো আদর্শ নেই। রাজনীতির প্রতি মানুষের আস্থা কমে যাচ্ছে। তরুণরা রাজনীতিতে আসতে চায় না। কারণ রাজনীতি এখন আর জনসেবার জায়গা নয়। এটা এখন ক্ষমতা আর অর্থ উপার্জনের মাধ্যম হয়ে গেছে। রাজনৈতিক সংস্কৃতির পরিবর্তন না হলে দেশে স্থিতিশীলতা আসবে না। জবাবদিহিতা প্রতিষ্ঠা করতে হবে। দুর্নীতিমুক্ত রাজনীতি চাই। <box>156 1270 292 1395</box>
speaker-label: আবুল কাসেম ফজলুল হক : <box>18 490 115 501</box>
body-text: শান্তিরক্ষা মিশন শুরু হয় ১৯৪৮ সালে। শান্তিরক্ষী দিবস উপলক্ষে আন্তঃবাহিনী জনসংযোগ পরিদপ্তর জানায়, বর্তমানে বিভিন্ন মিশনে বাংলাদেশের শান্তিরক্ষীরা নিয়োজিত রয়েছেন। নারী শান্তিরক্ষীরাও কাজ করছেন। প্রতিকূল পরিবেশে দায়িত্ব পালন করে তারা দেশের ভাবমূর্তি উজ্জ্বল করছেন। <box>908 1577 1194 1622</box>
politics-column-4 <box>448 106 592 1306</box>
page-number: ১৩ <box>1136 0 1198 50</box>
body-text: নেতার কারণে আজ আমরা স্বাধীন হয়েছি। আমি বলতে চাই, আমরা কারো প্রতি প্রতিশোধ নিতে চাই না। আমরা ন্যায়বিচার চাই। মজলুম মানুষের পাশে দাঁড়াতে চাই। দেশে যেন আর কেউ অন্যায়ভাবে বন্দী না থাকে সেজন্য আমরা কাজ করব। কেন্দ্রীয় কারাগারের ফটকে অপেক্ষায় ছিলেন নেতাকর্মীরা। <box>908 559 1194 604</box>
politics-column-3 <box>302 106 438 1862</box>
speaker-label: আবুল কাসেম ফজলুল হক : <box>310 688 407 699</box>
politics-headline[interactable]: রাজনীতি নেই, রাজনৈতিক দলও <box>110 68 447 98</box>
body-text: কোনো প্রচেষ্টা দেখছি না। যেখানে চিন্তা নেই, সেখানে আকাঙ্ক্ষা নেই, দেখছো কোনো আকাঙ্ক্ষা নাই, তাহলে সেখানে পরিবর্তন হবে কিভাবে? রাজনীতির প্রতি আগ্রহ হারিয়ে ফেলছে নতুন প্রজন্ম। শিক্ষাপ্রতিষ্ঠানে ছাত্র রাজনীতির নামে যা হচ্ছে তা কাম্য নয়। রাজনীতিকে জনকল্যাণমুখী করতে হবে। <box>448 106 592 196</box>
body-text: শান্তিরক্ষা মিশন শুরু হয় ১৯৪৮ সালে। শান্তিরক্ষী দিবস উপলক্ষে আন্তঃবাহিনী জনসংযোগ পরিদপ্তর জানায়, বর্তমানে বিভিন্ন মিশনে বাংলাদেশের শান্তিরক্ষীরা নিয়োজিত রয়েছেন। নারী শান্তিরক্ষীরাও কাজ করছেন। প্রতিকূল পরিবেশে দায়িত্ব পালন করে তারা দেশের ভাবমূর্তি উজ্জ্বল করছেন। <box>610 1409 896 1454</box>
body-text: গত এক বছরে, দুই সপ্তাহ আগেও প্রতি কেজি দেশী পেঁয়াজ প্রকারভেদে ৪৫ থেকে ৫০ টাকায় বিক্রি হয়েছে। বর্তমানে ৬০ থেকে ৬৫ টাকায় বিক্রি হচ্ছে। খাতুনগঞ্জের পাইকারি ব্যবসায়ীরা বলছেন, আমদানি কমে যাওয়ায় দাম বাড়ছে। ঈদুল আজহাকে সামনে রেখে আদা, রসুন ও পেঁয়াজের চাহিদা বেড়েছে। চীনা আদা প্রতি কেজি ২০০ টাকার বেশি দামে বিক্রি হচ্ছে। ব্যবসায়ীরা বলছেন, সরবরাহ স্বাভাবিক থাকলে দাম কমে আসবে। <box>448 1595 598 1709</box>
body-text: শান্তিরক্ষা মিশন শুরু হয় ১৯৪৮ সালে। শান্তিরক্ষী দিবস উপলক্ষে আন্তঃবাহিনী জনসংযোগ পরিদপ্তর জানায়, বর্তমানে বিভিন্ন মিশনে বাংলাদেশের শান্তিরক্ষীরা নিয়োজিত রয়েছেন। নারী শান্তিরক্ষীরাও কাজ করছেন। প্রতিকূল পরিবেশে দায়িত্ব পালন করে তারা দেশের ভাবমূর্তি উজ্জ্বল করছেন। <box>908 1350 1194 1395</box>
divider <box>606 1118 1194 1119</box>
column-rule <box>296 106 297 1862</box>
body-text: সংস্কারগুলো করার ক্ষেত্রে এখন বিষয়গুলো পর্যবেক্ষণ করছে। রাজনৈতিক দলগুলোর সাথে আলোচনা চলছে। ঐকমত্য কমিশন কাজ করছে। নির্বাচন কবে হবে তা নিয়ে অনিশ্চয়তা রয়েছে। মানুষ একটি গ্রহণযোগ্য নির্বাচন চায়। অন্তর্বর্তী সরকারের প্রতি মানুষের প্রত্যাশা অনেক। সংস্কার ও নির্বাচন দুটোই জরুরি। <box>448 1131 592 1222</box>
speaker-label: নয়া দিগন্ত : <box>456 665 497 676</box>
body-text: কোনো প্রচেষ্টা দেখছি না। যেখানে চিন্তা নেই, সেখানে আকাঙ্ক্ষা নেই, দেখছো কোনো আকাঙ্ক্ষা নাই, তাহলে সেখানে পরিবর্তন হবে কিভাবে? রাজনীতির প্রতি আগ্রহ হারিয়ে ফেলছে নতুন প্রজন্ম। শিক্ষাপ্রতিষ্ঠানে ছাত্র রাজনীতির নামে যা হচ্ছে তা কাম্য নয়। রাজনীতিকে জনকল্যাণমুখী করতে হবে। <box>156 364 292 455</box>
body-text: ঢোলাকে মাওলানা এ টি এম মা'ছুমের সভাপতিত্বে সংবর্ধনা অনুষ্ঠানে উপস্থিত ছিলেন কেন্দ্রীয় নেতৃবৃন্দ। জামায়াতে ইসলামীর আমির ডা. শফিকুর রহমান বলেন, ন্যায়বিচার প্রতিষ্ঠিত হয়েছে। এটিএম আজহারুল ইসলামকে দীর্ঘ কারাবাসের পর আদালত খালাস দিয়েছেন। তিনি বলেন, আমরা আল্লাহর কাছে শুকরিয়া আদায় করছি। সংবর্ধনা অনুষ্ঠানে হাজারো নেতাকর্মী উপস্থিত ছিলেন। <box>908 500 1194 557</box>
body-text: নেতার কারণে আজ আমরা স্বাধীন হয়েছি। আমি বলতে চাই, আমরা কারো প্রতি প্রতিশোধ নিতে চাই না। আমরা ন্যায়বিচার চাই। মজলুম মানুষের পাশে দাঁড়াতে চাই। দেশে যেন আর কেউ অন্যায়ভাবে বন্দী না থাকে সেজন্য আমরা কাজ করব। কেন্দ্রীয় কারাগারের ফটকে অপেক্ষায় ছিলেন নেতাকর্মীরা। <box>610 391 896 436</box>
subheading: দ্রুত রায় প্রকাশের দাবি : <box>916 607 1001 618</box>
body-text: শান্তিরক্ষা মিশন শুরু হয় ১৯৪৮ সালে। শান্তিরক্ষী দিবস উপলক্ষে আন্তঃবাহিনী জনসংযোগ পরিদপ্তর জানায়, বর্তমানে বিভিন্ন মিশনে বাংলাদেশের শান্তিরক্ষীরা নিয়োজিত রয়েছেন। নারী শান্তিরক্ষীরাও কাজ করছেন। প্রতিকূল পরিবেশে দায়িত্ব পালন করে তারা দেশের ভাবমূর্তি উজ্জ্বল করছেন। <box>908 1124 1194 1169</box>
body-text: নেতার কারণে আজ আমরা স্বাধীন হয়েছি। আমি বলতে চাই, আমরা কারো প্রতি প্রতিশোধ নিতে চাই না। আমরা ন্যায়বিচার চাই। মজলুম মানুষের পাশে দাঁড়াতে চাই। দেশে যেন আর কেউ অন্যায়ভাবে বন্দী না থাকে সেজন্য আমরা কাজ করব। কেন্দ্রীয় কারাগারের ফটকে অপেক্ষায় ছিলেন নেতাকর্মীরা। <box>610 285 896 330</box>
body-text: মানুষের মধ্যে শুভবোধের জাগরণ কামনা করলেও বাস্তবতা হলো- আমাদের রাজনৈতিক পরিস্থিতির উত্তরণ কোন পথে কিংবা কোন পথে হাঁটতে হবে তা আপনি বলতে পারবেন না, তবে একটা বিষয় সুস্পষ্ট করে বলা যায় যে মানুষের স্বপ্ন পূরণ হয়নি। নির্বাচনে প্রার্থীদের মনোনয়ন দেয়া হয় অর্থের বিনিময়ে। সংসদে যারা যান তারা ব্যবসায়ী। ফলে রাজনীতি আর রাজনীতিবিদদের হাতে নেই। ৫ আগস্টের পর মানুষ আশা করেছিল কাঙ্ক্ষিত পরিবর্তন আসবে। কিন্তু এখনো তা দৃশ্যমান নয়। রাজনৈতিক দলগুলোর ভেতরে গণতন্ত্র নেই। দলের নেতৃত্ব নির্বাচন হয় না, মনোনয়ন দেয়া হয়। ফলে যোগ্য নেতৃত্ব তৈরি হচ্ছে না। দলগুলো এখন পরিবারকেন্দ্রিক হয়ে পড়েছে। এ অবস্থা থেকে উত্তরণের জন্য রাজনৈতিক দলগুলোর সংস্কার জরুরি। <box>448 772 592 988</box>
body-text: কোনো প্রচেষ্টা দেখছি না। যেখানে চিন্তা নেই, সেখানে আকাঙ্ক্ষা নেই, দেখছো কোনো আকাঙ্ক্ষা নাই, তাহলে সেখানে পরিবর্তন হবে কিভাবে? রাজনীতির প্রতি আগ্রহ হারিয়ে ফেলছে নতুন প্রজন্ম। শিক্ষাপ্রতিষ্ঠানে ছাত্র রাজনীতির নামে যা হচ্ছে তা কাম্য নয়। রাজনীতিকে জনকল্যাণমুখী করতে হবে। <box>156 1502 292 1593</box>
body-text: অনেকেই পাবলিসিটির দিকে চলে গেছি। কোনো আদর্শ নেই। রাজনীতির প্রতি মানুষের আস্থা কমে যাচ্ছে। তরুণরা রাজনীতিতে আসতে চায় না। কারণ রাজনীতি এখন আর জনসেবার জায়গা নয়। এটা এখন ক্ষমতা আর অর্থ উপার্জনের মাধ্যম হয়ে গেছে। রাজনৈতিক সংস্কৃতির পরিবর্তন না হলে দেশে স্থিতিশীলতা আসবে না। জবাবদিহিতা প্রতিষ্ঠা করতে হবে। দুর্নীতিমুক্ত রাজনীতি চাই। <box>448 444 592 569</box>
subheading: শান্তিরক্ষায় বাংলাদেশ পুলিশ : <box>618 1564 719 1575</box>
body-text: মানুষের মধ্যে শুভবোধের জাগরণ কামনা করলেও বাস্তবতা হলো- আমাদের রাজনৈতিক পরিস্থিতির উত্তরণ কোন পথে কিংবা কোন পথে হাঁটতে হবে তা আপনি বলতে পারবেন না, তবে একটা বিষয় সুস্পষ্ট করে বলা যায় যে মানুষের স্বপ্ন পূরণ হয়নি। নির্বাচনে প্রার্থীদের মনোনয়ন দেয়া হয় অর্থের বিনিময়ে। সংসদে যারা যান তারা ব্যবসায়ী। ফলে রাজনীতি আর রাজনীতিবিদদের হাতে নেই। ৫ আগস্টের পর মানুষ আশা করেছিল কাঙ্ক্ষিত পরিবর্তন আসবে। কিন্তু এখনো তা দৃশ্যমান নয়। রাজনৈতিক দলগুলোর ভেতরে গণতন্ত্র নেই। দলের নেতৃত্ব নির্বাচন হয় না, মনোনয়ন দেয়া হয়। ফলে যোগ্য নেতৃত্ব তৈরি হচ্ছে না। দলগুলো এখন পরিবারকেন্দ্রিক হয়ে পড়েছে। এ অবস্থা থেকে উত্তরণের জন্য রাজনৈতিক দলগুলোর সংস্কার জরুরি। <box>156 458 292 685</box>
azhar-column-2 <box>908 106 1194 1060</box>
body-text: ঢোলাকে মাওলানা এ টি এম মা'ছুমের সভাপতিত্বে সংবর্ধনা অনুষ্ঠানে উপস্থিত ছিলেন কেন্দ্রীয় নেতৃবৃন্দ। জামায়াতে ইসলামীর আমির ডা. শফিকুর রহমান বলেন, ন্যায়বিচার প্রতিষ্ঠিত হয়েছে। এটিএম আজহারুল ইসলামকে দীর্ঘ কারাবাসের পর আদালত খালাস দিয়েছেন। তিনি বলেন, আমরা আল্লাহর কাছে শুকরিয়া আদায় করছি। সংবর্ধনা অনুষ্ঠানে হাজারো নেতাকর্মী উপস্থিত ছিলেন। <box>610 332 896 389</box>
body-text: ঢোলাকে মাওলানা এ টি এম মা'ছুমের সভাপতিত্বে সংবর্ধনা অনুষ্ঠানে উপস্থিত ছিলেন কেন্দ্রীয় নেতৃবৃন্দ। জামায়াতে ইসলামীর আমির ডা. শফিকুর রহমান বলেন, ন্যায়বিচার প্রতিষ্ঠিত হয়েছে। এটিএম আজহারুল ইসলামকে দীর্ঘ কারাবাসের পর আদালত খালাস দিয়েছেন। তিনি বলেন, আমরা আল্লাহর কাছে শুকরিয়া আদায় করছি। সংবর্ধনা অনুষ্ঠানে হাজারো নেতাকর্মী উপস্থিত ছিলেন। <box>610 652 896 709</box>
body-text: নেতার কারণে আজ আমরা স্বাধীন হয়েছি। আমি বলতে চাই, আমরা কারো প্রতি প্রতিশোধ নিতে চাই না। আমরা ন্যায়বিচার চাই। মজলুম মানুষের পাশে দাঁড়াতে চাই। দেশে যেন আর কেউ অন্যায়ভাবে বন্দী না থাকে সেজন্য আমরা কাজ করব। কেন্দ্রীয় কারাগারের ফটকে অপেক্ষায় ছিলেন নেতাকর্মীরা। <box>908 332 1194 377</box>
speaker-label: আবুল কাসেম ফজলুল হক : <box>164 351 261 362</box>
speaker-label: নয়া দিগন্ত : <box>164 233 205 244</box>
body-text: শান্তিরক্ষা মিশন শুরু হয় ১৯৪৮ সালে। শান্তিরক্ষী দিবস উপলক্ষে আন্তঃবাহিনী জনসংযোগ পরিদপ্তর জানায়, বর্তমানে বিভিন্ন মিশনে বাংলাদেশের শান্তিরক্ষীরা নিয়োজিত রয়েছেন। নারী শান্তিরক্ষীরাও কাজ করছেন। প্রতিকূল পরিবেশে দায়িত্ব পালন করে তারা দেশের ভাবমূর্তি উজ্জ্বল করছেন। <box>610 1303 896 1348</box>
speaker-label: আবুল কাসেম ফজলুল হক : <box>164 829 261 840</box>
body-text: অনেকেই পাবলিসিটির দিকে চলে গেছি। কোনো আদর্শ নেই। রাজনীতির প্রতি মানুষের আস্থা কমে যাচ্ছে। তরুণরা রাজনীতিতে আসতে চায় না। কারণ রাজনীতি এখন আর জনসেবার জায়গা নয়। এটা এখন ক্ষমতা আর অর্থ উপার্জনের মাধ্যম হয়ে গেছে। রাজনৈতিক সংস্কৃতির পরিবর্তন না হলে দেশে স্থিতিশীলতা আসবে না। জবাবদিহিতা প্রতিষ্ঠা করতে হবে। দুর্নীতিমুক্ত রাজনীতি চাই। <box>448 1004 592 1129</box>
masthead <box>0 0 1200 52</box>
body-text: কোনো প্রচেষ্টা দেখছি না। যেখানে চিন্তা নেই, সেখানে আকাঙ্ক্ষা নেই, দেখছো কোনো আকাঙ্ক্ষা নাই, তাহলে সেখানে পরিবর্তন হবে কিভাবে? রাজনীতির প্রতি আগ্রহ হারিয়ে ফেলছে নতুন প্রজন্ম। শিক্ষাপ্রতিষ্ঠানে ছাত্র রাজনীতির নামে যা হচ্ছে তা কাম্য নয়। রাজনীতিকে জনকল্যাণমুখী করতে হবে। <box>10 1746 146 1837</box>
speaker-label: নয়া দিগন্ত : <box>18 349 59 360</box>
body-text: ঢোলাকে মাওলানা এ টি এম মা'ছুমের সভাপতিত্বে সংবর্ধনা অনুষ্ঠানে উপস্থিত ছিলেন কেন্দ্রীয় নেতৃবৃন্দ। জামায়াতে ইসলামীর আমির ডা. শফিকুর রহমান বলেন, ন্যায়বিচার প্রতিষ্ঠিত হয়েছে। এটিএম আজহারুল ইসলামকে দীর্ঘ কারাবাসের পর আদালত খালাস দিয়েছেন। তিনি বলেন, আমরা আল্লাহর কাছে শুকরিয়া আদায় করছি। সংবর্ধনা অনুষ্ঠানে হাজারো নেতাকর্মী উপস্থিত ছিলেন। <box>610 439 896 495</box>
section-rule <box>602 56 603 1862</box>
body-text: কোনো প্রচেষ্টা দেখছি না। যেখানে চিন্তা নেই, সেখানে আকাঙ্ক্ষা নেই, দেখছো কোনো আকাঙ্ক্ষা নাই, তাহলে সেখানে পরিবর্তন হবে কিভাবে? রাজনীতির প্রতি আগ্রহ হারিয়ে ফেলছে নতুন প্রজন্ম। শিক্ষাপ্রতিষ্ঠানে ছাত্র রাজনীতির নামে যা হচ্ছে তা কাম্য নয়। রাজনীতিকে জনকল্যাণমুখী করতে হবে। <box>10 1190 146 1281</box>
speaker-label: আবুল কাসেম ফজলুল হক : <box>18 701 115 712</box>
body-text: নিহতের তালিকায় বাংলাদেশের নাম সবার উপরে। জাতিসঙ্ঘ শান্তিরক্ষা মিশনে বাংলাদেশের সেনা, নৌ ও বিমানবাহিনী এবং পুলিশ সদস্যরা অবদান রেখে চলেছেন। ১৯৮৮ সালে প্রথম বাংলাদেশ শান্তিরক্ষা মিশনে অংশগ্রহণ করে। এ পর্যন্ত বিশ্বের বিভিন্ন দেশে শান্তিরক্ষী পাঠিয়েছে বাংলাদেশ। দায়িত্ব পালনকালে অনেকে প্রাণ হারিয়েছেন, আহত হয়েছেন অনেকে। <box>610 1244 896 1300</box>
body-text: নেতার কারণে আজ আমরা স্বাধীন হয়েছি। আমি বলতে চাই, আমরা কারো প্রতি প্রতিশোধ নিতে চাই না। আমরা ন্যায়বিচার চাই। মজলুম মানুষের পাশে দাঁড়াতে চাই। দেশে যেন আর কেউ অন্যায়ভাবে বন্দী না থাকে সেজন্য আমরা কাজ করব। কেন্দ্রীয় কারাগারের ফটকে অপেক্ষায় ছিলেন নেতাকর্মীরা। <box>908 212 1194 257</box>
body-text: নিহতের তালিকায় বাংলাদেশের নাম সবার উপরে। জাতিসঙ্ঘ শান্তিরক্ষা মিশনে বাংলাদেশের সেনা, নৌ ও বিমানবাহিনী এবং পুলিশ সদস্যরা অবদান রেখে চলেছেন। ১৯৮৮ সালে প্রথম বাংলাদেশ শান্তিরক্ষা মিশনে অংশগ্রহণ করে। এ পর্যন্ত বিশ্বের বিভিন্ন দেশে শান্তিরক্ষী পাঠিয়েছে বাংলাদেশ। দায়িত্ব পালনকালে অনেকে প্রাণ হারিয়েছেন, আহত হয়েছেন অনেকে। <box>610 1577 896 1634</box>
body-text: নেতার কারণে আজ আমরা স্বাধীন হয়েছি। আমি বলতে চাই, আমরা কারো প্রতি প্রতিশোধ নিতে চাই না। আমরা ন্যায়বিচার চাই। মজলুম মানুষের পাশে দাঁড়াতে চাই। দেশে যেন আর কেউ অন্যায়ভাবে বন্দী না থাকে সেজন্য আমরা কাজ করব। কেন্দ্রীয় কারাগারের ফটকে অপেক্ষায় ছিলেন নেতাকর্মীরা। <box>610 711 896 756</box>
masthead-rule <box>6 52 1194 54</box>
newspaper-logo[interactable] <box>8 6 148 52</box>
